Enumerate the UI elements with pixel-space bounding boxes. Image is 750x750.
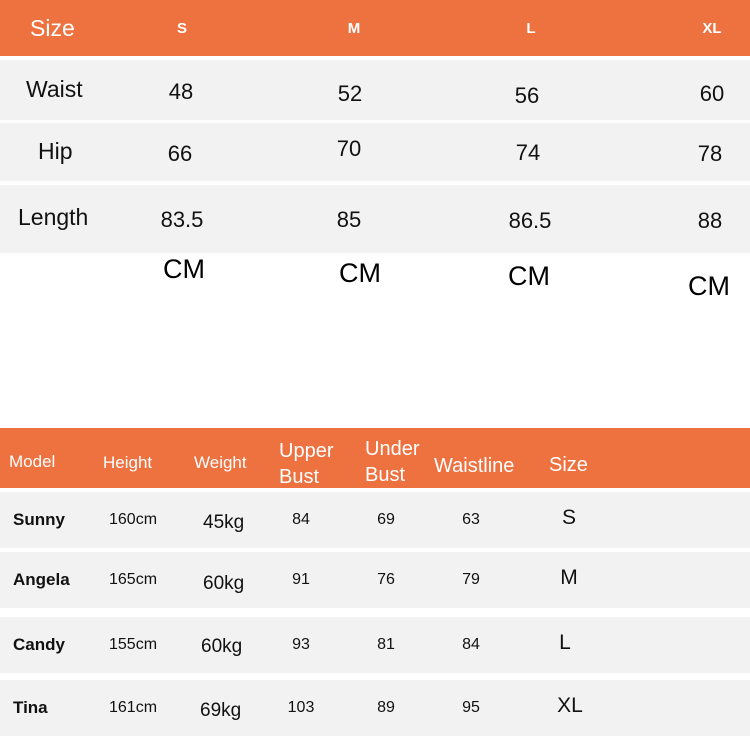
model-height: 165cm xyxy=(109,571,158,588)
model-under-bust: 81 xyxy=(377,636,395,653)
model-upper-bust: 84 xyxy=(292,511,310,528)
model-size: L xyxy=(559,631,571,654)
model-row xyxy=(0,680,750,736)
model-upper-bust: 91 xyxy=(292,571,310,588)
model-size: M xyxy=(560,566,578,589)
size-row-length xyxy=(0,185,750,253)
model-under-bust: 69 xyxy=(377,511,395,528)
model-height: 155cm xyxy=(109,636,158,653)
hip-s: 66 xyxy=(167,141,193,166)
size-header-label: Size xyxy=(30,14,75,41)
waist-m: 52 xyxy=(337,81,363,106)
model-name: Candy xyxy=(13,635,65,654)
header-weight: Weight xyxy=(194,453,247,472)
length-l: 86.5 xyxy=(508,208,552,233)
size-col-m: M xyxy=(347,19,361,37)
hip-l: 74 xyxy=(515,140,541,165)
model-row xyxy=(0,552,750,608)
model-weight: 45kg xyxy=(203,512,245,533)
hip-xl: 78 xyxy=(697,141,723,166)
header-size: Size xyxy=(549,454,588,476)
model-weight: 69kg xyxy=(200,700,242,721)
model-name: Tina xyxy=(13,698,48,717)
size-col-s: S xyxy=(176,19,188,37)
model-waistline: 79 xyxy=(462,571,480,588)
header-model: Model xyxy=(9,452,56,471)
header-height: Height xyxy=(103,453,153,472)
model-row xyxy=(0,492,750,548)
model-under-bust: 76 xyxy=(377,571,395,588)
size-row-hip xyxy=(0,123,750,181)
model-upper-bust: 103 xyxy=(287,699,315,716)
size-col-xl: XL xyxy=(702,19,722,37)
model-name: Angela xyxy=(13,570,70,589)
row-label-waist: Waist xyxy=(26,76,83,102)
model-weight: 60kg xyxy=(203,573,245,594)
row-label-hip: Hip xyxy=(38,138,73,164)
model-size: XL xyxy=(557,694,583,717)
model-waistline: 84 xyxy=(462,636,480,653)
size-table-header xyxy=(0,0,750,56)
unit-label-xl: CM xyxy=(688,271,730,301)
unit-label-l: CM xyxy=(508,261,550,291)
waist-l: 56 xyxy=(514,83,540,108)
unit-label-m: CM xyxy=(339,258,381,288)
length-m: 85 xyxy=(336,207,362,232)
waist-s: 48 xyxy=(168,79,194,104)
model-under-bust: 89 xyxy=(377,699,395,716)
header-waistline: Waistline xyxy=(434,455,515,477)
model-size: S xyxy=(561,506,577,529)
header-under-bust-line1: Under xyxy=(365,438,420,460)
model-name: Sunny xyxy=(13,510,65,529)
model-weight: 60kg xyxy=(201,636,243,657)
unit-label-s: CM xyxy=(163,254,205,284)
model-waistline: 63 xyxy=(462,511,480,528)
size-row-waist xyxy=(0,60,750,120)
model-height: 160cm xyxy=(109,511,158,528)
size-col-l: L xyxy=(526,19,536,37)
header-upper-bust-line2: Bust xyxy=(279,466,320,488)
model-waistline: 95 xyxy=(462,699,480,716)
row-label-length: Length xyxy=(18,204,89,230)
length-s: 83.5 xyxy=(160,207,204,232)
header-upper-bust-line1: Upper xyxy=(279,440,334,462)
model-row xyxy=(0,617,750,673)
header-under-bust-line2: Bust xyxy=(365,464,406,486)
model-table-header xyxy=(0,428,750,488)
length-xl: 88 xyxy=(697,208,723,233)
model-height: 161cm xyxy=(109,699,158,716)
model-upper-bust: 93 xyxy=(292,636,310,653)
hip-m: 70 xyxy=(336,136,362,161)
waist-xl: 60 xyxy=(699,81,725,106)
